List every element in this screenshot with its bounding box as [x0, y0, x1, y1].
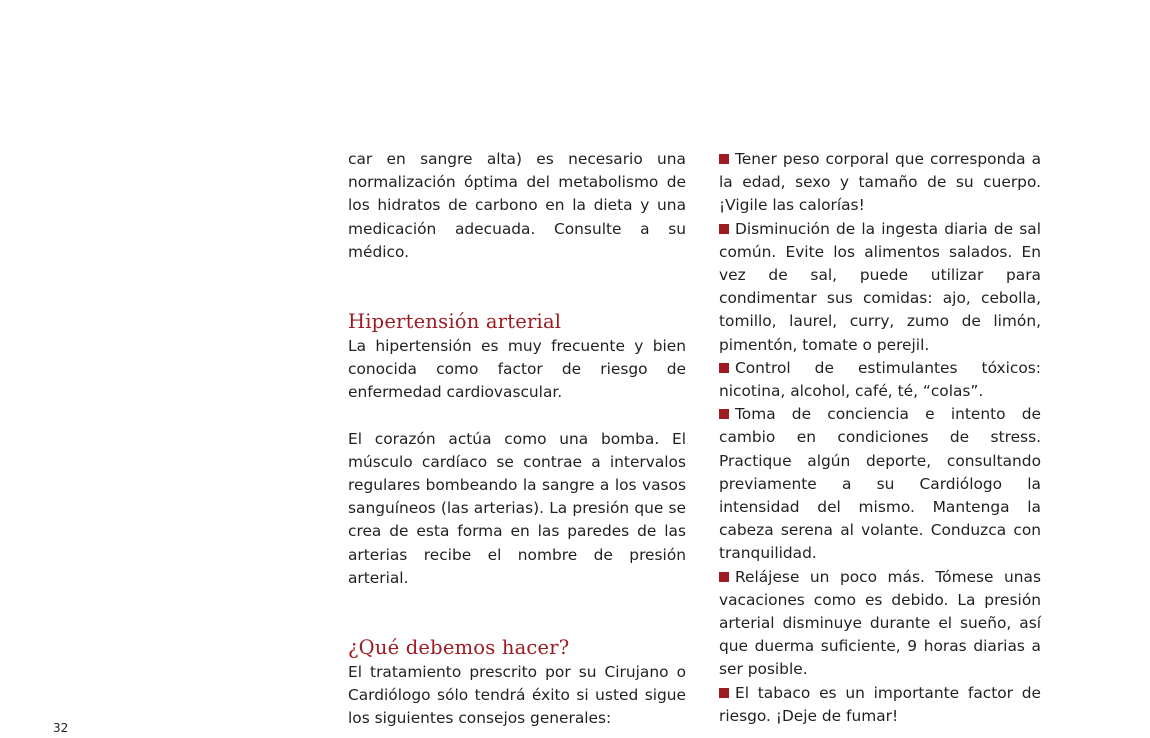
square-bullet-icon	[719, 363, 729, 373]
bullet-text: Tener peso corporal que corresponda a la edad, sexo y tamaño de su cuerpo. ¡Vigile las calorías!	[719, 150, 1041, 215]
list-item	[719, 357, 1041, 403]
list-item	[719, 682, 1041, 728]
square-bullet-icon	[719, 572, 729, 582]
bullet-text: Disminución de la ingesta diaria de sal común. Evite los alimentos salados. En vez de sal, puede utilizar para condimentar sus comidas: ajo, cebolla, tomillo, laurel, curry, zumo de limón, pimentón, tomate o perejil.	[719, 219, 1041, 354]
que-hacer-paragraph: El tratamiento prescrito por su Cirujano o Cardiólogo sólo tendrá éxito si usted sigue los siguientes consejos generales:	[348, 663, 686, 728]
page-number: 32	[53, 721, 69, 735]
list-item	[719, 403, 1041, 565]
list-item	[719, 148, 1041, 218]
bullet-text: Control de estimulantes tóxicos: nicotina, alcohol, café, té, “colas”.	[719, 358, 1041, 401]
right-column	[719, 148, 1041, 728]
square-bullet-icon	[719, 409, 729, 419]
section-heading-hipertension: Hipertensión arterial	[348, 310, 562, 334]
list-item	[719, 566, 1041, 682]
square-bullet-icon	[719, 154, 729, 164]
hipertension-paragraph-2: El corazón actúa como una bomba. El músculo cardíaco se contrae a intervalos regulares bombeando la sangre a los vasos sanguíneos (las arterias). La presión que se crea de esta forma en las paredes de las arterias recibe el nombre de presión arterial.	[348, 429, 686, 587]
intro-paragraph: car en sangre alta) es necesario una normalización óptima del metabolismo de los hidratos de carbono en la dieta y una medicación adecuada. Consulte a su médico.	[348, 150, 686, 261]
bullet-text: El tabaco es un importante factor de riesgo. ¡Deje de fumar!	[719, 683, 1041, 725]
bullet-text: Relájese un poco más. Tómese unas vacaciones como es debido. La presión arterial disminuye durante el sueño, así que duerma suficiente, 9 horas diarias a ser posible.	[719, 567, 1041, 679]
square-bullet-icon	[719, 224, 729, 234]
section-heading-que-hacer: ¿Qué debemos hacer?	[348, 636, 570, 660]
square-bullet-icon	[719, 688, 729, 698]
hipertension-paragraph-1: La hipertensión es muy frecuente y bien conocida como factor de riesgo de enfermedad cardiovascular.	[348, 337, 686, 402]
left-column	[348, 148, 686, 731]
bullet-text: Toma de conciencia e intento de cambio en condiciones de stress. Practique algún deporte, consultando previamente a su Cardiólogo la intensidad del mismo. Mantenga la cabeza serena al volante. Conduzca con tranquilidad.	[719, 405, 1041, 563]
list-item	[719, 218, 1041, 357]
